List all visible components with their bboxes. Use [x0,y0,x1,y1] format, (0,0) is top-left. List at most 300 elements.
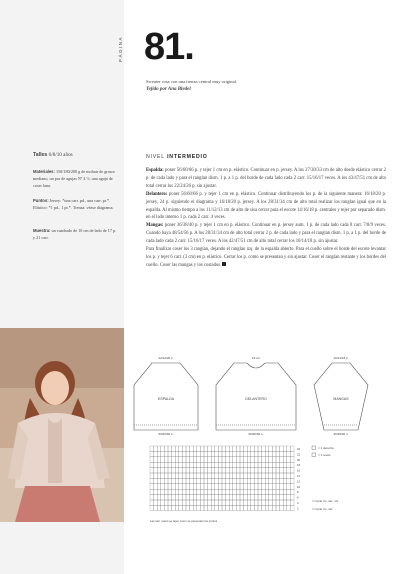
back-label: ESPALDA [158,397,174,401]
stitch-cell [262,500,266,505]
stitch-cell [258,489,262,494]
stitch-cell [258,462,262,467]
stitch-cell [182,505,186,510]
stitch-cell [254,489,258,494]
stitch-cell [290,500,294,505]
stitch-cell [172,451,176,456]
stitch-cell [154,457,158,462]
stitch-cell [258,457,262,462]
stitch-cell [215,489,219,494]
stitch-cell [287,500,291,505]
stitch-cell [287,462,291,467]
stitch-cell [211,505,215,510]
stitch-cell [150,495,154,500]
stitch-cell [197,500,201,505]
stitch-cell [280,468,284,473]
stitch-cell [290,484,294,489]
stitch-cell [265,505,269,510]
stitch-cell [190,484,194,489]
page-number: 81. [144,26,194,68]
stitch-cell [247,462,251,467]
stitch-cell [168,484,172,489]
stitch-cell [280,457,284,462]
stitch-cell [247,484,251,489]
stitch-cell [150,489,154,494]
stitch-cell [240,451,244,456]
back-bottom-label: 56/60/66 p. [158,432,174,435]
stitch-cell [197,478,201,483]
section-back [146,167,386,191]
stitch-cell [229,451,233,456]
row-number: 18 [297,463,301,468]
stitch-cell [276,446,280,451]
stitch-cell [200,468,204,473]
stitch-cell [172,495,176,500]
stitch-cell [283,500,287,505]
stitch-cell [265,468,269,473]
stitch-cell [193,495,197,500]
stitch-cell [197,495,201,500]
stitch-cell [283,489,287,494]
stitch-cell [182,462,186,467]
section-title: Delantero: [146,191,168,197]
row-number: 8 [297,490,299,495]
stitch-cell [179,500,183,505]
stitch-cell [172,489,176,494]
stitch-cell [226,505,230,510]
stitch-cell [182,446,186,451]
stitch-cell [204,457,208,462]
stitch-cell [193,451,197,456]
stitch-cell [251,489,255,494]
legend-box-knit [312,446,316,450]
stitch-cell [186,505,190,510]
stitch-cell [233,489,237,494]
stitch-cell [172,457,176,462]
row-number: 20 [297,457,301,462]
stitch-cell [222,473,226,478]
stitch-cell [157,468,161,473]
stitch-cell [290,457,294,462]
level-label: NIVEL [146,154,165,160]
stitch-cell [240,446,244,451]
stitch-cell [215,451,219,456]
stitch-cell [215,478,219,483]
stitch-cell [211,451,215,456]
stitch-cell [161,505,165,510]
stitch-cell [269,451,273,456]
stitch-cell [150,505,154,510]
sleeve-label: MANGAS [333,397,349,401]
stitch-cell [251,495,255,500]
stitch-cell [197,505,201,510]
stitch-cell [280,451,284,456]
stitch-cell [251,468,255,473]
stitch-cell [204,505,208,510]
stitch-cell [172,478,176,483]
stitch-cell [168,446,172,451]
stitch-cell [290,473,294,478]
stitch-cell [164,495,168,500]
stitch-cell [157,457,161,462]
stitch-cell [218,446,222,451]
stitch-cell [179,473,183,478]
stitch-cell [290,478,294,483]
stitch-cell [269,468,273,473]
stitch-cell [254,457,258,462]
legend-cable-left: = cruzar 4 p. der., izq. [312,499,339,503]
stitch-cell [190,500,194,505]
stitch-cell [247,500,251,505]
stitch-cell [168,478,172,483]
stitch-cell [190,489,194,494]
sleeve-bottom-label: 36/38/40 p. [333,432,349,435]
stitch-cell [254,473,258,478]
stitch-cell [168,468,172,473]
stitch-cell [186,489,190,494]
legend-purl: = 1 revés [318,453,331,457]
row-number: 24 [297,447,301,451]
stitch-cell [269,495,273,500]
stitch-cell [265,446,269,451]
stitch-cell [200,478,204,483]
stitch-cell [254,500,258,505]
stitch-cell [197,468,201,473]
stitch-cell [190,495,194,500]
cable-chart [146,440,392,524]
materials-value: 150/180/200 g de mohair de grosor mediano, un par de agujas Nº 4 ½, una aguja de coser lana. [33,169,115,188]
stitch-cell [164,457,168,462]
stitch-cell [269,484,273,489]
stitch-cell [276,473,280,478]
stitch-cell [175,484,179,489]
stitch-cell [182,473,186,478]
stitch-cell [182,495,186,500]
stitch-cell [197,484,201,489]
stitch-cell [161,495,165,500]
stitch-cell [272,446,276,451]
stitch-cell [233,468,237,473]
row-numbers [297,447,301,510]
stitch-cell [179,462,183,467]
materials-info [33,168,119,189]
stitch-cell [262,462,266,467]
stitch-cell [179,451,183,456]
stitch-cell [215,484,219,489]
stitch-cell [236,468,240,473]
stitch-cell [175,468,179,473]
stitch-cell [204,446,208,451]
stitch-cell [244,500,248,505]
section-text: poner 36/38/40 p. y tejer 1 cm en p. elástico. Continuar en p. jersey aum. 1 p. de cada lado cada 8 carr. 7/8/9 veces. Cuando haya 48/54/56 p. A los 28/31/34 cm de alto total cerrar 2 p. de cada lado y para el ranglan dism. 1 p. a 1 p. del borde de cada lado cada 2 carr. 15/16/17 veces. A los 42/47/51 cm de alto total cerrar los 10/14/18 p. sin ajustar. [146,223,386,245]
stitch-cell [186,500,190,505]
stitch-cell [164,468,168,473]
stitch-cell [157,451,161,456]
stitch-cell [226,468,230,473]
stitch-cell [254,462,258,467]
row-number: 16 [297,468,301,473]
stitch-cell [233,500,237,505]
stitch-cell [251,505,255,510]
stitch-cell [226,489,230,494]
stitch-cell [276,495,280,500]
stitch-cell [182,478,186,483]
stitch-cell [276,500,280,505]
stitch-cell [247,473,251,478]
front-bottom-label: 56/60/66 p. [248,432,264,435]
stitch-cell [179,468,183,473]
stitch-cell [211,478,215,483]
stitch-cell [262,489,266,494]
stitch-cell [208,451,212,456]
stitch-cell [197,489,201,494]
stitch-cell [290,462,294,467]
stitch-cell [164,462,168,467]
stitch-cell [283,505,287,510]
stitch-cell [211,484,215,489]
stitch-cell [186,484,190,489]
stitch-cell [236,505,240,510]
author: Tejido por Ana Bledel [146,87,191,92]
stitch-cell [190,457,194,462]
stitch-cell [272,484,276,489]
stitch-cell [280,489,284,494]
stitch-cell [247,451,251,456]
stitch-cell [258,500,262,505]
stitch-cell [272,478,276,483]
back-top-label: 22/24/26 p. [158,356,174,360]
stitch-cell [154,505,158,510]
legend-cable-right: = cruzar 4 p. der. [312,507,334,511]
stitch-cell [280,505,284,510]
stitch-cell [218,489,222,494]
stitch-cell [265,500,269,505]
stitch-cell [186,457,190,462]
stitch-cell [272,505,276,510]
stitch-cell [211,457,215,462]
stitch-cell [215,495,219,500]
stitch-cell [258,451,262,456]
stitch-cell [226,457,230,462]
stitch-cell [280,500,284,505]
stitch-cell [251,500,255,505]
stitch-cell [272,468,276,473]
stitch-cell [269,462,273,467]
stitch-cell [200,446,204,451]
stitch-cell [154,495,158,500]
stitch-cell [208,484,212,489]
stitch-cell [208,478,212,483]
stitch-cell [179,478,183,483]
stitch-cell [226,478,230,483]
stitch-cell [215,462,219,467]
subtitle: Sweater rosa con una trenza central muy original. [146,79,238,84]
stitch-cell [265,484,269,489]
stitch-cell [218,495,222,500]
stitch-cell [258,446,262,451]
stitch-cell [290,451,294,456]
stitch-cell [258,478,262,483]
stitch-cell [190,462,194,467]
stitch-cell [168,495,172,500]
stitch-cell [272,473,276,478]
stitch-cell [226,451,230,456]
stitch-cell [211,495,215,500]
stitch-cell [240,489,244,494]
stitch-cell [222,457,226,462]
section-text: Para finalizar coser los 3 ranglan, dejando el ranglan izq. de la espalda abierto. Para el cuello sobre el borde del escote levantar los p. y tejer 6 carr. (3 cm) en p. elástico. Cerrar los p. como se presentan y sin ajustar. Coser el ranglan restante y los bordes del cuello. Coser las mangas y los costados. [146,247,386,268]
stitch-cell [254,446,258,451]
stitch-cell [269,505,273,510]
stitch-cell [229,457,233,462]
stitch-cell [229,473,233,478]
schematic-diagrams [124,345,394,435]
stitch-cell [280,446,284,451]
stitch-cell [204,489,208,494]
stitch-cell [229,495,233,500]
stitch-cell [208,495,212,500]
stitch-cell [222,451,226,456]
stitch-cell [211,500,215,505]
stitch-cell [287,451,291,456]
stitch-cell [208,500,212,505]
stitch-cell [182,468,186,473]
stitch-cell [254,478,258,483]
stitch-cell [197,446,201,451]
front-label: DELANTERO [245,397,267,401]
stitch-cell [287,457,291,462]
section-finish [146,246,386,270]
stitch-cell [150,484,154,489]
stitch-cell [233,473,237,478]
stitch-cell [265,462,269,467]
stitch-cell [258,484,262,489]
stitch-cell [215,457,219,462]
stitch-cell [182,500,186,505]
stitch-cell [175,457,179,462]
stitch-cell [251,451,255,456]
stitch-cell [244,473,248,478]
stitch-cell [283,484,287,489]
stitch-cell [150,500,154,505]
stitch-cell [247,457,251,462]
stitch-cell [236,489,240,494]
stitch-cell [168,462,172,467]
stitch-cell [244,446,248,451]
stitch-cell [154,446,158,451]
stitch-cell [280,484,284,489]
materials-label: Materiales: [33,169,55,174]
stitch-cell [265,489,269,494]
level-value: INTERMEDIO [167,154,208,160]
front-top-label: 15 cm [251,356,261,360]
stitch-cell [229,489,233,494]
stitch-cell [262,446,266,451]
stitch-cell [164,505,168,510]
stitch-cell [175,473,179,478]
stitch-cell [244,457,248,462]
stitch-cell [204,462,208,467]
stitches-info [33,197,119,211]
stitch-cell [215,500,219,505]
page-label: PÁGINA [118,36,123,63]
stitch-cell [240,473,244,478]
stitch-cell [244,489,248,494]
stitch-cell [172,500,176,505]
stitch-cell [229,484,233,489]
stitch-cell [175,489,179,494]
stitch-cell [215,505,219,510]
stitch-cell [258,473,262,478]
stitch-cell [179,489,183,494]
stitch-cell [186,462,190,467]
stitch-cell [240,495,244,500]
stitch-cell [222,462,226,467]
stitch-cell [247,495,251,500]
stitch-cell [208,457,212,462]
row-number: 12 [297,479,301,484]
stitch-cell [186,446,190,451]
stitch-cell [276,462,280,467]
stitch-cell [233,446,237,451]
stitch-cell [269,457,273,462]
stitch-cell [175,505,179,510]
stitch-cell [197,457,201,462]
stitch-cell [161,478,165,483]
stitch-cell [200,462,204,467]
size-value: 6/8/10 años [48,152,73,158]
stitch-cell [208,473,212,478]
stitch-cell [161,473,165,478]
stitch-cell [186,473,190,478]
stitch-cell [200,451,204,456]
stitch-cell [244,478,248,483]
stitch-cell [182,489,186,494]
stitch-cell [172,473,176,478]
stitch-cell [244,451,248,456]
stitch-cell [229,500,233,505]
stitch-cell [186,495,190,500]
stitch-cell [179,505,183,510]
stitch-cell [179,495,183,500]
stitch-cell [222,489,226,494]
stitch-cell [280,462,284,467]
stitch-cell [157,495,161,500]
stitch-cell [233,451,237,456]
stitch-cell [240,505,244,510]
stitch-cell [204,500,208,505]
stitch-cell [218,505,222,510]
stitch-cell [272,500,276,505]
stitch-cell [200,484,204,489]
stitch-cell [287,468,291,473]
row-number: 14 [297,474,301,478]
stitch-cell [280,495,284,500]
section-text: poner 56/60/66 p. y tejer 1 cm en p. elástico. Continuar en p. jersey. A los 27/30/33 cm de alto desde elástico cerrar 2 p. de cada lado y para el ranglan dism. 1 p. a 1 p. del borde de cada lado cada 2 carr. 15/16/17 veces. A los 43/47/51 cm de alto total cerrar los 22/24/26 p. sin ajustar. [146,168,387,189]
stitch-cell [283,462,287,467]
stitch-cell [262,478,266,483]
stitch-cell [233,495,237,500]
stitch-cell [200,495,204,500]
stitch-cell [244,505,248,510]
stitch-cell [222,468,226,473]
stitch-cell [229,468,233,473]
stitch-cell [272,489,276,494]
stitch-cell [287,484,291,489]
stitch-cell [200,457,204,462]
stitch-cell [157,478,161,483]
stitch-cell [208,489,212,494]
